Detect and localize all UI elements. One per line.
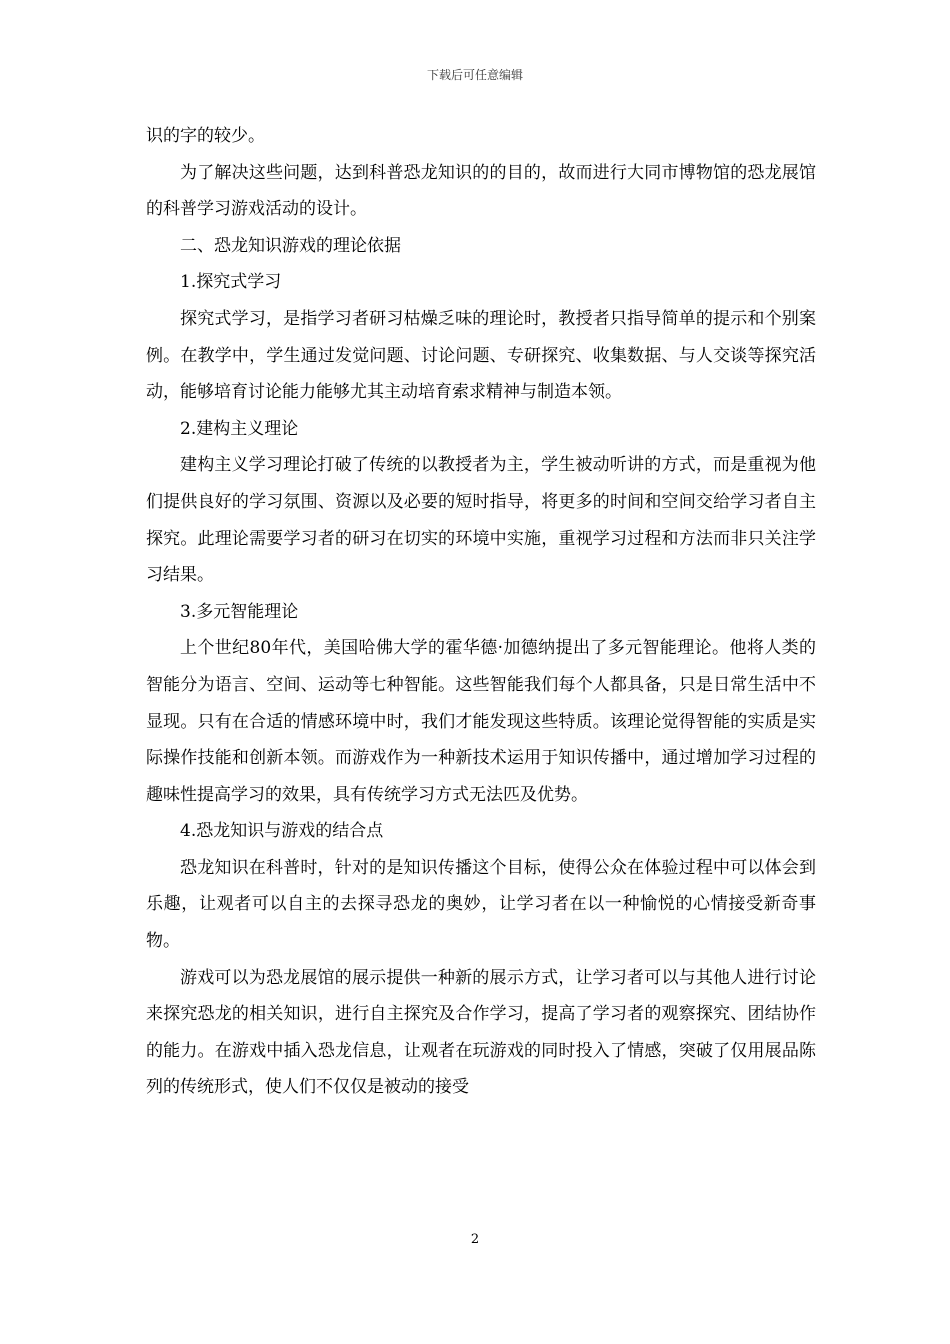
section-heading: 二、恐龙知识游戏的理论依据 (180, 235, 401, 256)
paragraph: 探究式学习，是指学习者研习枯燥乏味的理论时，教授者只指导简单的提示和个别案例。在教学中，学生通过发觉问题、讨论问题、专研探究、收集数据、与人交谈等探究活动，能够培育讨论能力能够尤其主动培育索求精神与制造本领。 (146, 308, 816, 403)
page-header: 下载后可任意编辑 (426, 68, 523, 82)
subsection-heading: 4.恐龙知识与游戏的结合点 (180, 821, 384, 842)
paragraph: 游戏可以为恐龙展馆的展示提供一种新的展示方式，让学习者可以与其他人进行讨论来探究恐龙的相关知识，进行自主探究及合作学习，提高了学习者的观察探究、团结协作的能力。在游戏中插入恐龙信息，让观者在玩游戏的同时投入了情感，突破了仅用展品陈列的传统形式，使人们不仅仅是被动的接受 (146, 967, 816, 1098)
paragraph: 恐龙知识在科普时，针对的是知识传播这个目标，使得公众在体验过程中可以体会到乐趣，让观者可以自主的去探寻恐龙的奥妙，让学习者在以一种愉悦的心情接受新奇事物。 (146, 857, 816, 952)
paragraph: 识的字的较少。 (146, 126, 265, 146)
paragraph: 上个世纪80年代，美国哈佛大学的霍华德·加德纳提出了多元智能理论。他将人类的智能分为语言、空间、运动等七种智能。这些智能我们每个人都具备，只是日常生活中不显现。只有在合适的情感环境中时，我们才能发现这些特质。该理论觉得智能的实质是实际操作技能和创新本领。而游戏作为一种新技术运用于知识传播中，通过增加学习过程的趣味性提高学习的效果，具有传统学习方式无法匹及优势。 (146, 638, 816, 805)
subsection-heading: 3.多元智能理论 (180, 601, 299, 622)
body-text (146, 118, 816, 1106)
subsection-heading: 1.探究式学习 (180, 272, 282, 293)
paragraph: 建构主义学习理论打破了传统的以教授者为主，学生被动听讲的方式，而是重视为他们提供良好的学习氛围、资源以及必要的短时指导，将更多的时间和空间交给学习者自主探究。此理论需要学习者的研习在切实的环境中实施，重视学习过程和方法而非只关注学习结果。 (146, 455, 816, 586)
page-number: 2 (470, 1232, 480, 1247)
paragraph: 为了解决这些问题，达到科普恐龙知识的的目的，故而进行大同市博物馆的恐龙展馆的科普学习游戏活动的设计。 (146, 162, 816, 220)
subsection-heading: 2.建构主义理论 (180, 418, 299, 439)
